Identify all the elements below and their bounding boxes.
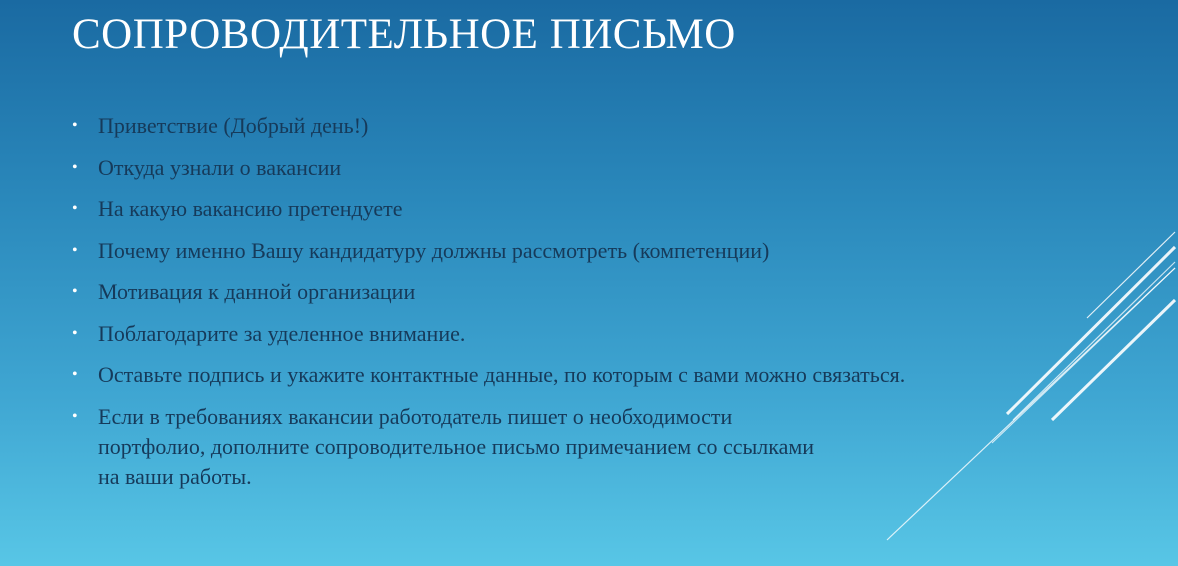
bullet-text: Откуда узнали о вакансии <box>98 154 342 180</box>
bullet-dot-icon: • <box>72 117 78 134</box>
bullet-dot-icon: • <box>72 283 78 300</box>
bullet-text: Если в требованиях вакансии работодатель пишет о необходимости портфолио, дополните сопроводительное письмо примечанием со ссылками на ваши работы. <box>98 403 815 489</box>
bullet-text: Оставьте подпись и укажите контактные данные, по которым с вами можно связаться. <box>98 362 906 387</box>
bullet-text: Поблагодарите за уделенное внимание. <box>98 320 466 346</box>
bullet-dot-icon: • <box>72 200 78 217</box>
bullet-dot-icon: • <box>72 407 78 425</box>
decor-line-2 <box>1007 247 1175 414</box>
bullet-text: Приветствие (Добрый день!) <box>98 113 369 138</box>
decor-line-5 <box>1052 300 1175 420</box>
bullet-dot-icon: • <box>72 158 78 176</box>
bullet-dot-icon: • <box>72 241 78 259</box>
bullet-text: На какую вакансию претендуете <box>98 196 403 221</box>
decor-line-3 <box>1013 262 1175 420</box>
bullet-dot-icon: • <box>72 324 78 342</box>
slide-title: СОПРОВОДИТЕЛЬНОЕ ПИСЬМО <box>72 11 736 58</box>
bullet-text: Почему именно Вашу кандидатуру должны рассмотреть (компетенции) <box>98 237 770 263</box>
bullet-text: Мотивация к данной организации <box>98 279 416 304</box>
bullet-dot-icon: • <box>72 366 78 383</box>
decor-line-6 <box>887 268 1175 540</box>
